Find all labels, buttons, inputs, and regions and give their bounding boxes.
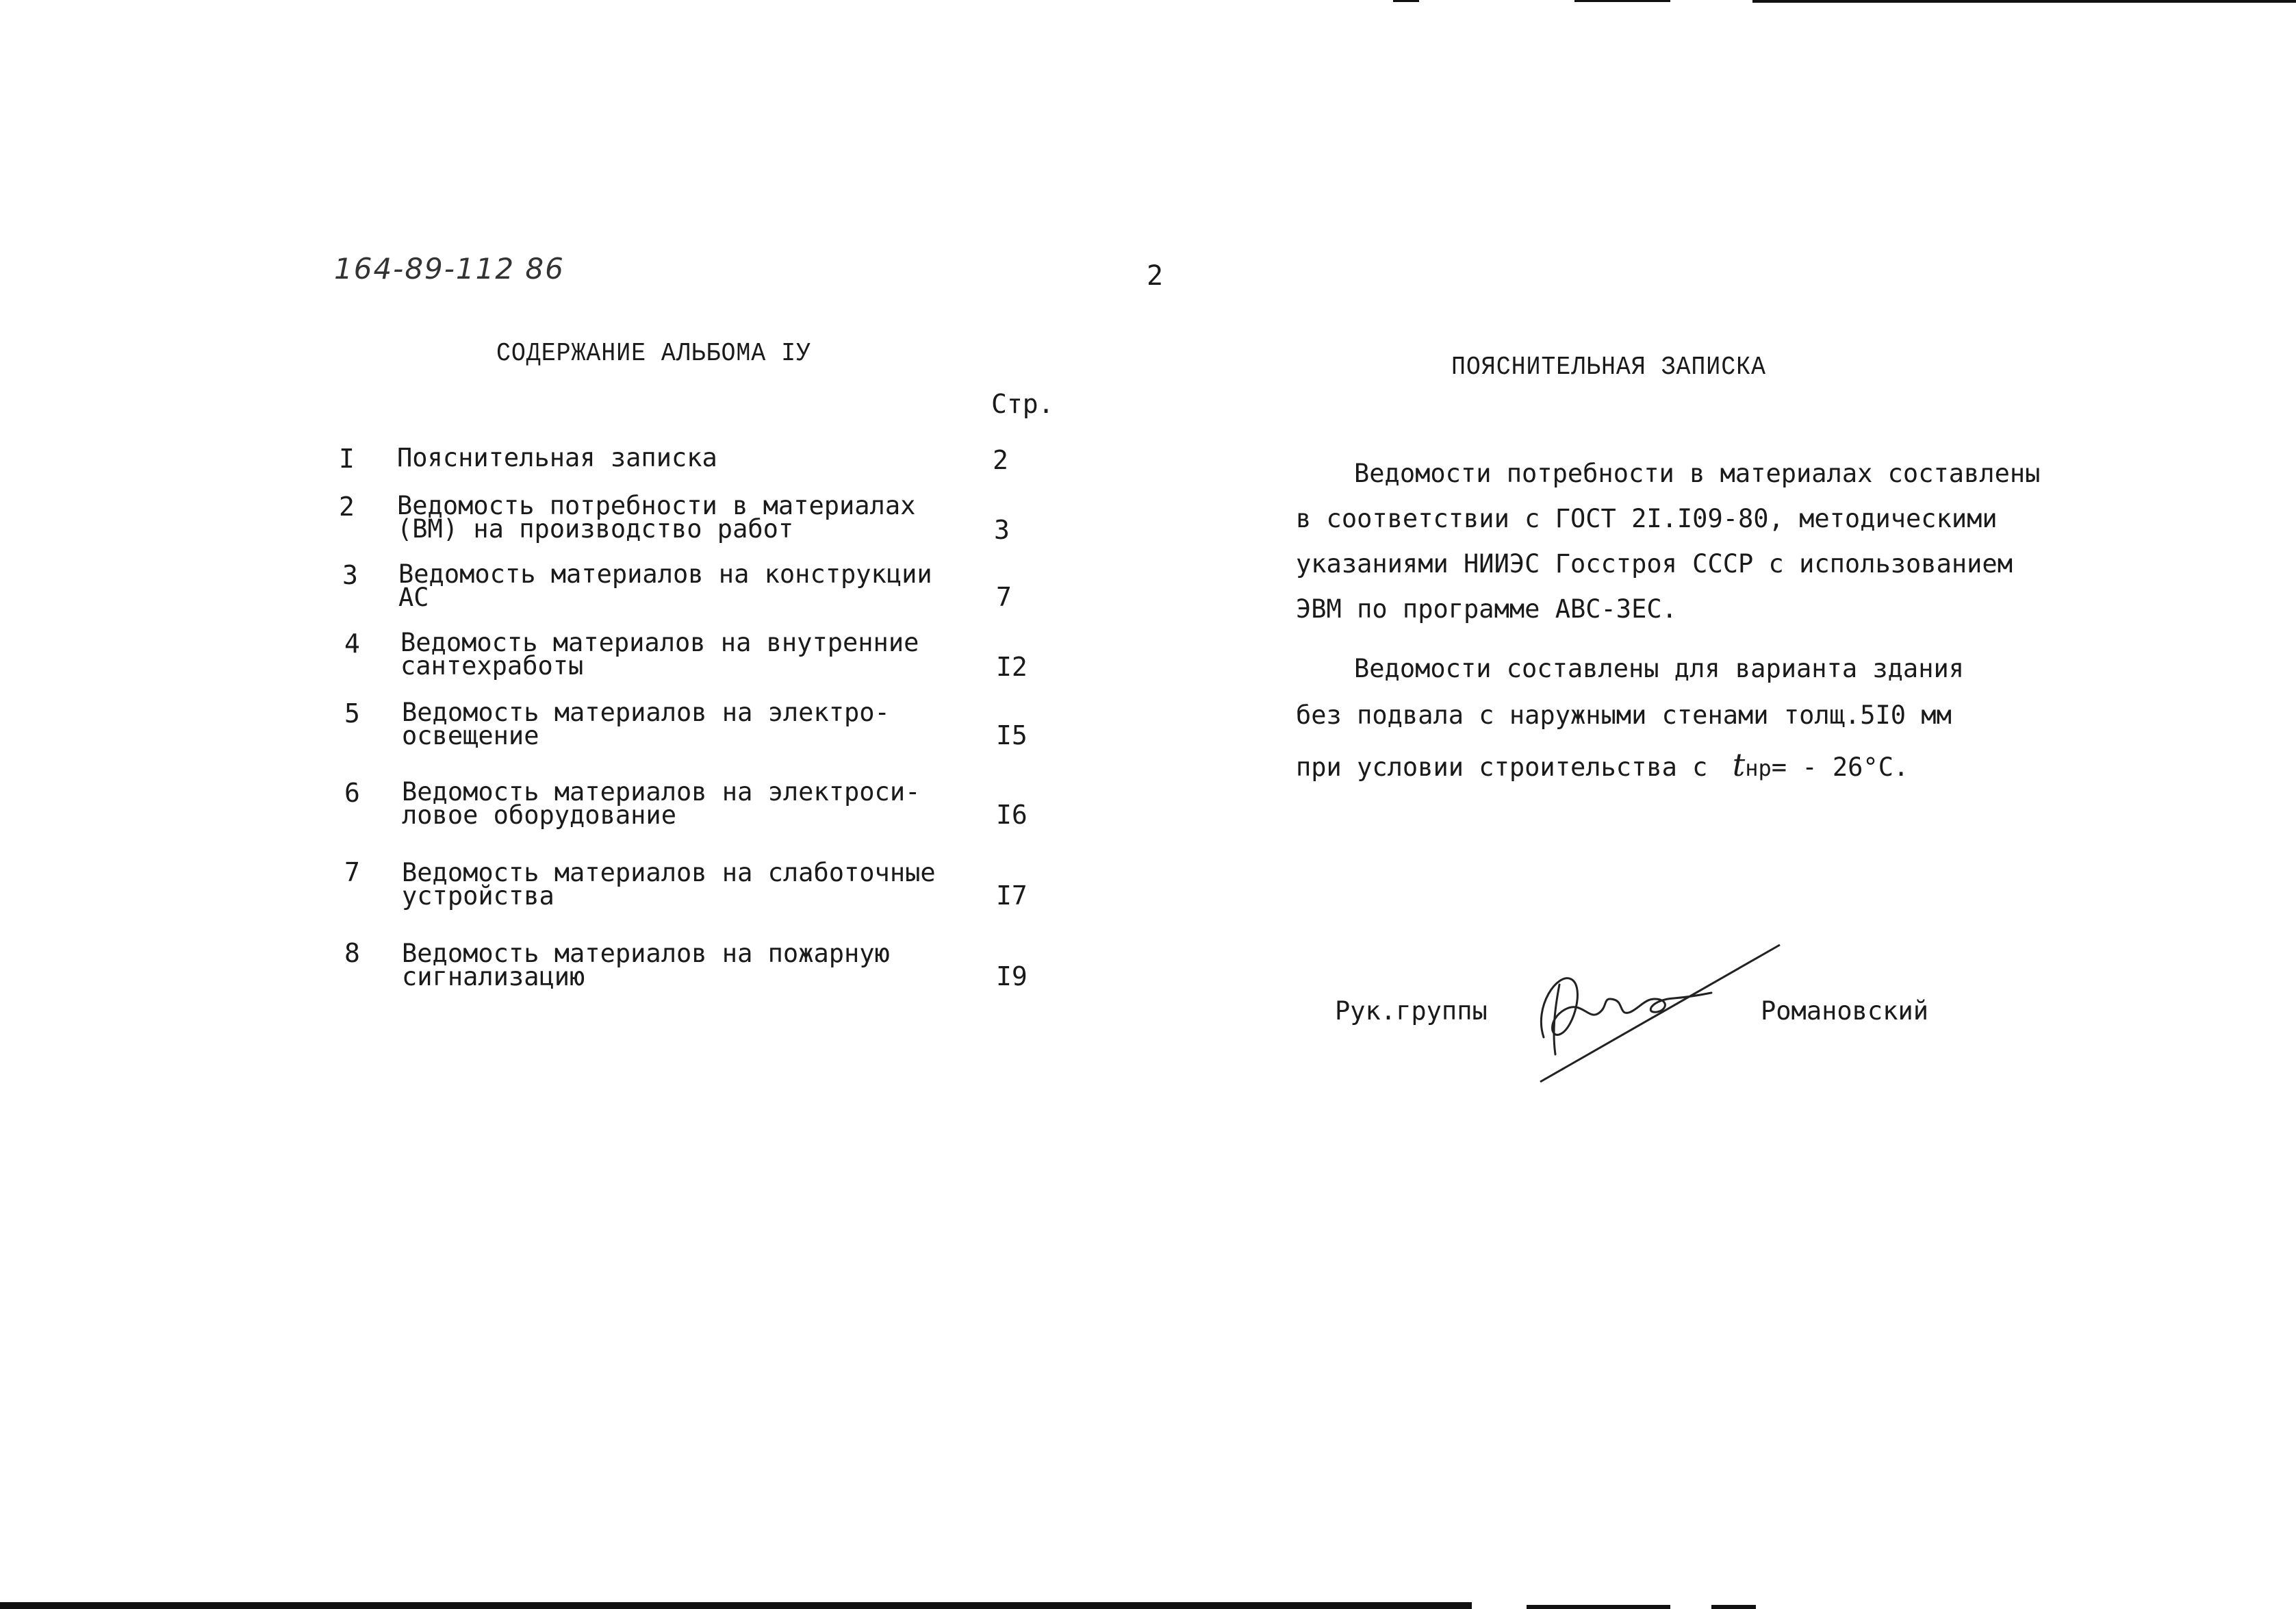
note-title: ПОЯСНИТЕЛЬНАЯ ЗАПИСКА bbox=[1451, 353, 1766, 382]
toc-item-page: 7 bbox=[996, 582, 1012, 612]
toc-item-number: I bbox=[339, 444, 355, 474]
toc-item-number: 6 bbox=[344, 778, 360, 808]
toc-item-text-line1: Ведомость материалов на внутренние bbox=[400, 628, 919, 657]
handwritten-signature bbox=[1506, 931, 1794, 1089]
note-line-temperature bbox=[1296, 746, 1909, 783]
note-line: без подвала с наружными стенами толщ.5I0 мм bbox=[1296, 700, 1952, 730]
toc-item-page: 3 bbox=[994, 515, 1010, 545]
signature-role: Рук.группы bbox=[1335, 996, 1488, 1026]
toc-item-text-line1: Ведомость материалов на слаботочные bbox=[402, 858, 936, 887]
document-code: 164-89-112 86 bbox=[334, 252, 565, 286]
toc-item-text-line2: освещение bbox=[402, 721, 539, 750]
toc-item-text-line2: ловое оборудование bbox=[402, 800, 676, 830]
toc-item-number: 2 bbox=[339, 492, 355, 522]
signature-name: Романовский bbox=[1761, 996, 1929, 1026]
toc-item-text-line1: Ведомость потребности в материалах bbox=[397, 491, 916, 520]
temperature-symbol: t bbox=[1732, 746, 1746, 783]
toc-item-page: I5 bbox=[996, 720, 1028, 750]
temperature-value: = - 26°С. bbox=[1771, 752, 1909, 782]
toc-item-number: 5 bbox=[344, 698, 360, 729]
note-line: в соответствии с ГОСТ 2I.I09-80, методическими bbox=[1296, 504, 1998, 533]
toc-item-page: I7 bbox=[996, 880, 1028, 911]
toc-item-text-line1: Ведомость материалов на электроси- bbox=[402, 777, 921, 807]
note-line: ЭВМ по программе АВС-ЗЕС. bbox=[1296, 594, 1677, 624]
top-edge-mark-2 bbox=[1574, 0, 1670, 2]
toc-item-text-line2: сигнализацию bbox=[402, 962, 585, 991]
toc-item-text-line2: сантехработы bbox=[400, 651, 584, 681]
toc-item-text: Пояснительная записка bbox=[397, 443, 717, 472]
toc-item-page: 2 bbox=[993, 445, 1008, 475]
toc-item-number: 7 bbox=[344, 857, 360, 887]
toc-page-column-header: Стр. bbox=[991, 389, 1054, 419]
note-line: Ведомости потребности в материалах составлены bbox=[1354, 459, 2041, 488]
note-line: Ведомости составлены для варианта здания bbox=[1354, 654, 1965, 683]
top-edge-mark-1 bbox=[1393, 0, 1419, 2]
toc-item-page: I6 bbox=[996, 800, 1028, 830]
temperature-subscript: нр bbox=[1745, 755, 1772, 781]
toc-item-number: 8 bbox=[344, 938, 360, 968]
note-line: указаниями НИИЭС Госстроя СССР с использованием bbox=[1296, 549, 2013, 579]
bottom-edge-mark-1 bbox=[0, 1602, 1472, 1609]
toc-item-text-line1: Ведомость материалов на конструкции bbox=[398, 559, 932, 589]
page-number: 2 bbox=[1147, 260, 1164, 292]
toc-item-page: I9 bbox=[996, 961, 1028, 991]
toc-title: СОДЕРЖАНИЕ АЛЬБОМА IУ bbox=[496, 339, 811, 368]
toc-item-text-line2: устройства bbox=[402, 881, 554, 911]
top-edge-mark-3 bbox=[1752, 0, 2296, 3]
bottom-edge-mark-2 bbox=[1527, 1605, 1670, 1609]
toc-item-number: 4 bbox=[344, 629, 360, 659]
toc-item-text-line2: АС bbox=[398, 583, 429, 612]
note-line-prefix: при условии строительства с bbox=[1296, 752, 1708, 782]
toc-item-text-line1: Ведомость материалов на пожарную bbox=[402, 939, 890, 968]
toc-item-text-line1: Ведомость материалов на электро- bbox=[402, 698, 890, 727]
toc-item-number: 3 bbox=[342, 560, 358, 590]
toc-item-page: I2 bbox=[996, 652, 1028, 682]
bottom-edge-mark-3 bbox=[1711, 1605, 1756, 1609]
toc-item-text-line2: (ВМ) на производство работ bbox=[397, 514, 794, 544]
